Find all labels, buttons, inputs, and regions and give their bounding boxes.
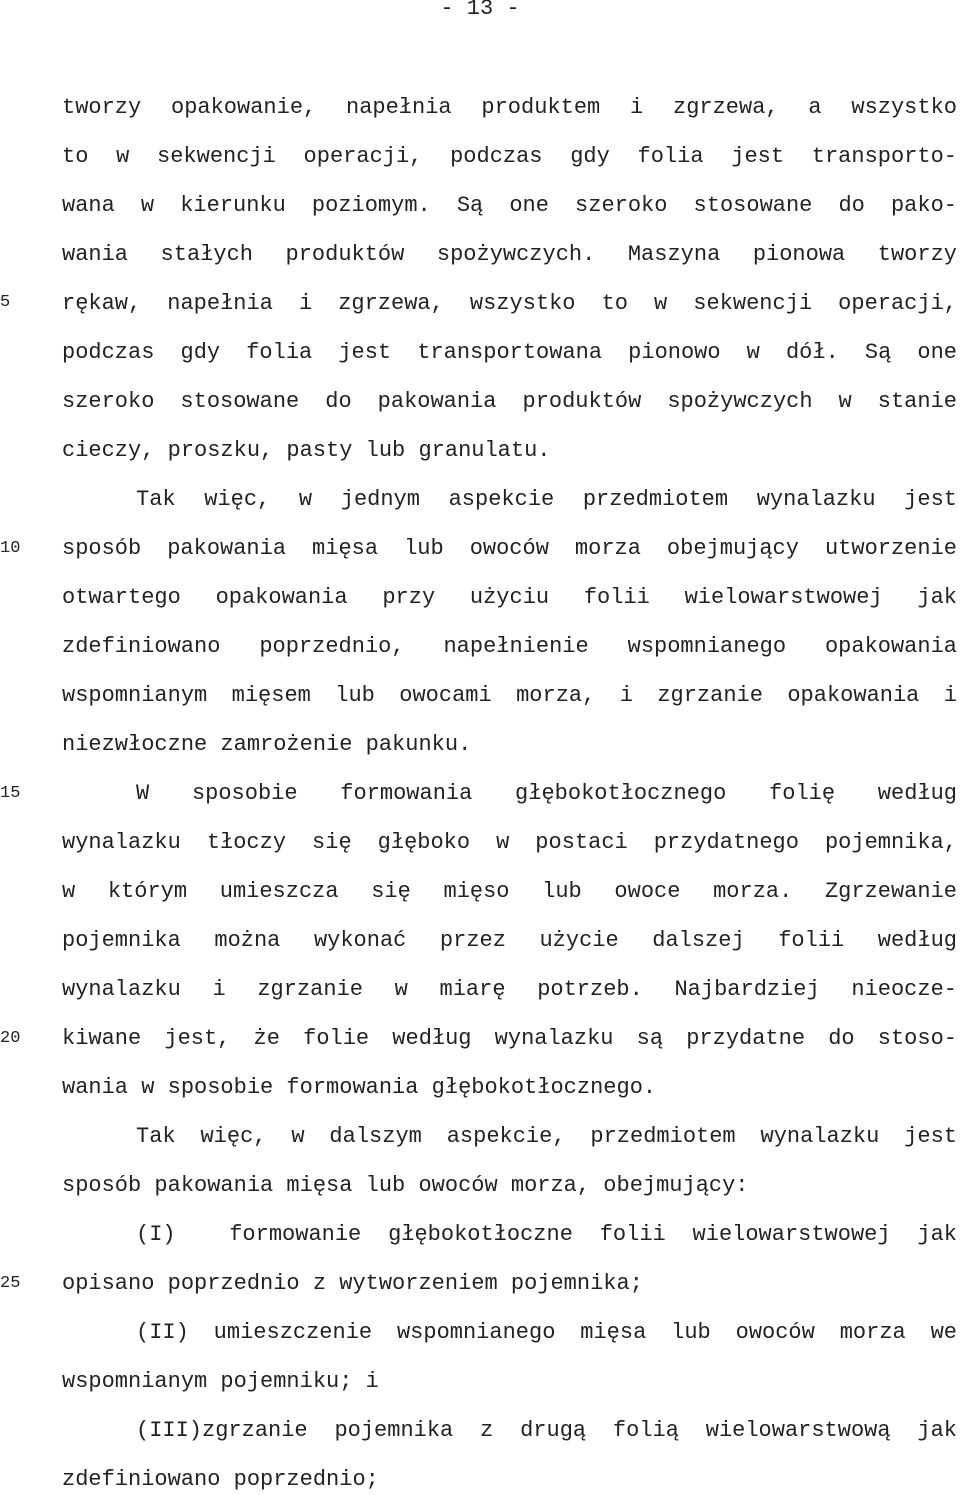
text-line: sposób pakowania mięsa lub owoców morza, obejmujący:	[62, 1173, 749, 1198]
line-number-20: 20	[0, 1029, 21, 1048]
text-line: otwartego opakowania przy użyciu folii wielowarstwowej jak	[62, 585, 957, 610]
text-line: wania w sposobie formowania głębokotłocznego.	[62, 1075, 657, 1100]
text-line: wynalazku tłoczy się głęboko w postaci przydatnego pojemnika,	[62, 830, 957, 855]
line-number-15: 15	[0, 784, 21, 803]
list-item-III: (III)zgrzanie pojemnika z drugą folią wielowarstwową jak	[136, 1418, 957, 1443]
paragraph-first-line: Tak więc, w jednym aspekcie przedmiotem wynalazku jest	[136, 487, 957, 512]
text-line: sposób pakowania mięsa lub owoców morza obejmujący utworzenie	[62, 536, 957, 561]
line-number-5: 5	[0, 293, 11, 312]
line-number-25: 25	[0, 1274, 21, 1293]
text-line: wynalazku i zgrzanie w miarę potrzeb. Najbardziej nieocze-	[62, 977, 957, 1002]
text-line: niezwłoczne zamrożenie pakunku.	[62, 732, 472, 757]
page-number: - 13 -	[440, 0, 520, 21]
list-item-II: (II) umieszczenie wspomnianego mięsa lub owoców morza we	[136, 1320, 957, 1345]
text-line: cieczy, proszku, pasty lub granulatu.	[62, 438, 551, 463]
text-line: w którym umieszcza się mięso lub owoce morza. Zgrzewanie	[62, 879, 957, 904]
text-line: szeroko stosowane do pakowania produktów spożywczych w stanie	[62, 389, 957, 414]
text-line: zdefiniowano poprzednio;	[62, 1467, 379, 1492]
list-item-I: (I) formowanie głębokotłoczne folii wielowarstwowej jak	[136, 1222, 957, 1247]
text-line: wania stałych produktów spożywczych. Maszyna pionowa tworzy	[62, 242, 957, 267]
text-line: to w sekwencji operacji, podczas gdy folia jest transporto-	[62, 144, 957, 169]
paragraph-first-line: Tak więc, w dalszym aspekcie, przedmiotem wynalazku jest	[136, 1124, 957, 1149]
text-line: kiwane jest, że folie według wynalazku są przydatne do stoso-	[62, 1026, 957, 1051]
text-line: rękaw, napełnia i zgrzewa, wszystko to w sekwencji operacji,	[62, 291, 957, 316]
paragraph-first-line: W sposobie formowania głębokotłocznego folię według	[136, 781, 957, 806]
text-line: zdefiniowano poprzednio, napełnienie wspomnianego opakowania	[62, 634, 957, 659]
text-line: wana w kierunku poziomym. Są one szeroko stosowane do pako-	[62, 193, 957, 218]
text-line: tworzy opakowanie, napełnia produktem i zgrzewa, a wszystko	[62, 95, 957, 120]
text-line: pojemnika można wykonać przez użycie dalszej folii według	[62, 928, 957, 953]
line-number-10: 10	[0, 539, 21, 558]
text-line: podczas gdy folia jest transportowana pionowo w dół. Są one	[62, 340, 957, 365]
text-line: opisano poprzednio z wytworzeniem pojemnika;	[62, 1271, 643, 1296]
text-line: wspomnianym pojemniku; i	[62, 1369, 379, 1394]
text-line: wspomnianym mięsem lub owocami morza, i zgrzanie opakowania i	[62, 683, 957, 708]
